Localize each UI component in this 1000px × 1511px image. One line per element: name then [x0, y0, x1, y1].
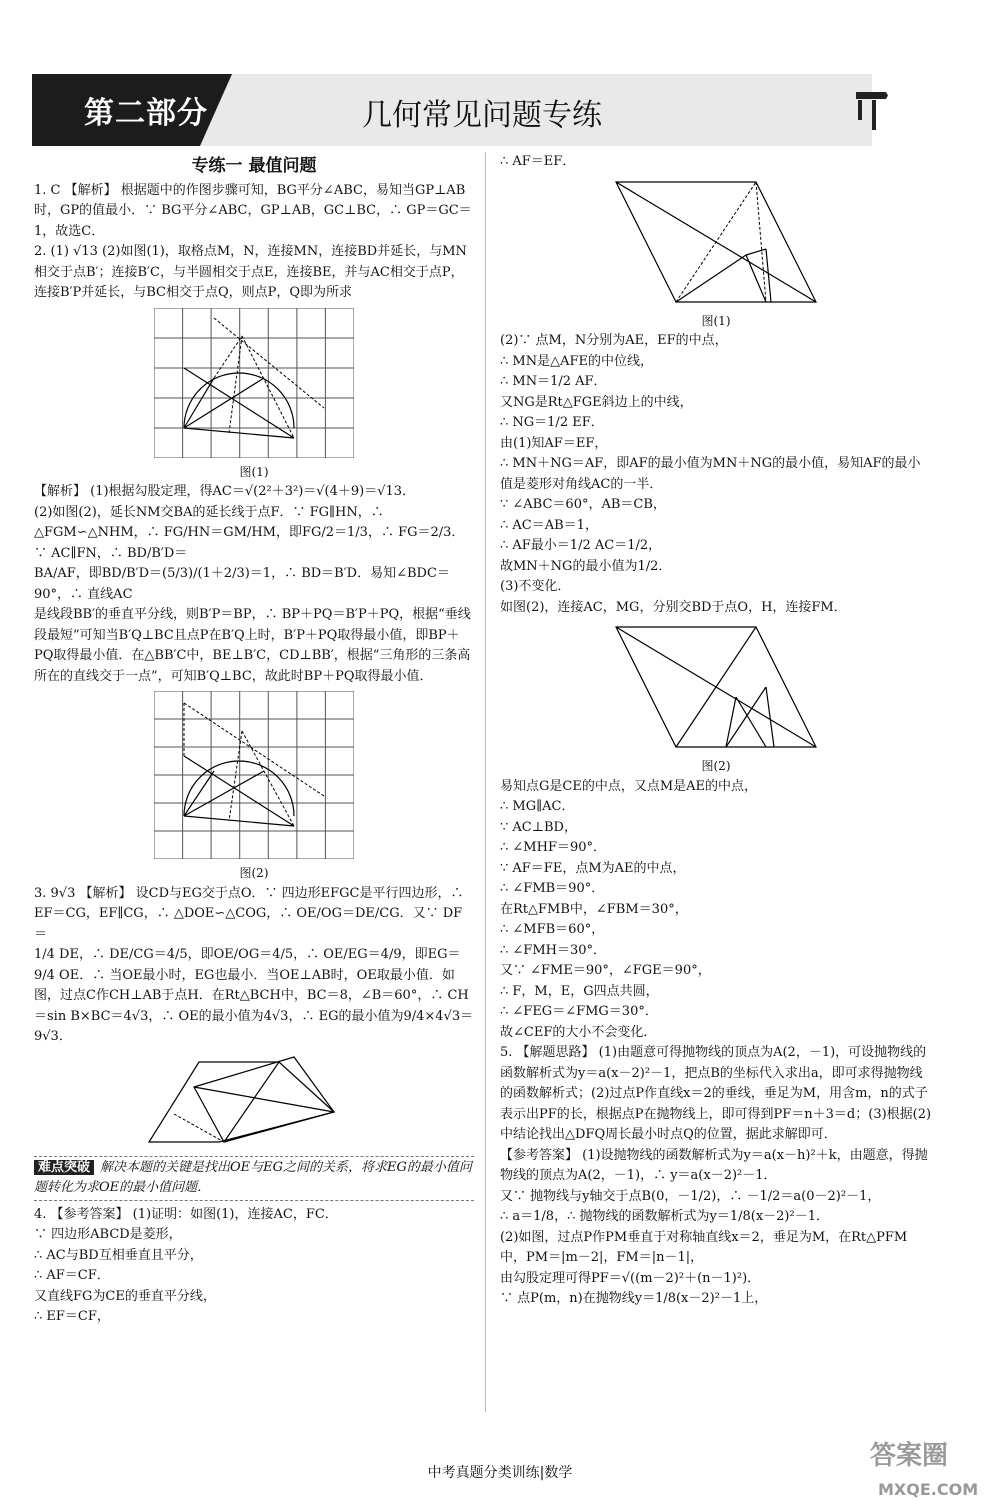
- difficulty-hint: [34, 1156, 474, 1201]
- part-3-line: ∴ F，M，E，G四点共圆，: [500, 983, 659, 999]
- question-4: 4. 【参考答案】 (1)证明：如图(1)，连接AC，FC．: [34, 1206, 338, 1222]
- page-footer: 中考真题分类训练|数学: [427, 1465, 573, 1481]
- question-2: 2. (1) √13 (2)如图(1)，取格点M，N，连接MN，连接BD并延长，与MN相交于点B′；连接B′C，与半圆相交于点E，连接BE，并与AC相交于点P，连接B′P并延长，与BC相交于点Q，则点P，Q即为所求: [34, 244, 467, 300]
- figure-2-caption: 图(2): [701, 759, 731, 773]
- part-2-line: (2)∵ 点M，N分别为AE，EF的中点，: [500, 333, 728, 348]
- rhombus-figure-2: [606, 622, 826, 752]
- part-3-line: 在Rt△FMB中，∠FBM＝30°，: [500, 901, 688, 917]
- analysis-part-2: (2)如图(2)，延长NM交BA的延长线于点F．∵ FG∥HN，∴ △FGM∽△NHM，∴ FG/HN＝GM/HM，即FG/2＝1/3，∴ FG＝2/3．∵ AC∥FN，∴ BD/B′D＝: [34, 504, 465, 561]
- hint-text: 解决本题的关键是找出OE与EG之间的关系，将求EG的最小值问题转化为求OE的最小值问题．: [34, 1159, 472, 1195]
- question-5-line: 又∵ 抛物线与y轴交于点B(0，－1/2)，∴ －1/2＝a(0－2)²－1，: [500, 1188, 881, 1204]
- part-3-line: 易知点G是CE的中点，又点M是AE的中点，: [500, 778, 758, 794]
- part-2-line: ∴ AF最小＝1/2 AC＝1/2，: [500, 538, 662, 553]
- analysis-part-3: BA/AF，即BD/B′D＝(5/3)/(1＋2/3)＝1，∴ BD＝B′D．易知∠BDC＝90°，∴ 直线AC: [34, 566, 450, 602]
- part-2-line: ∴ MN＝1/2 AF．: [500, 374, 607, 389]
- watermark-url: MXQE.COM: [878, 1480, 979, 1499]
- watermark-logo: 答案圈: [870, 1441, 949, 1471]
- analysis-part-4: 是线段BB′的垂直平分线，则B′P＝BP，∴ BP＋PQ＝B′P＋PQ，根据“垂线段最短”可知当B′Q⊥BC且点P在B′Q上时，B′P＋PQ取得最小值，即BP＋PQ取得最小值．在△BB′C中，BE⊥B′C，CD⊥BB′，根据“三角形的三条高所在的直线交于一点”，可知B′Q⊥BC，故此时BP＋PQ取得最小值．: [34, 607, 471, 684]
- page-title: 几何常见问题专练: [362, 98, 602, 133]
- question-4-line: ∴ AC与BD互相垂直且平分，: [34, 1247, 203, 1263]
- right-column: [500, 152, 932, 1310]
- question-4-line: ∴ AF＝CF．: [34, 1268, 110, 1283]
- part-3-line: ∴ ∠MFB＝60°，: [500, 922, 605, 937]
- question-4-line: 又直线FG为CE的垂直平分线，: [34, 1288, 216, 1304]
- grid-figure-2: [154, 691, 354, 859]
- part-2-line: ∴ AC＝AB＝1，: [500, 517, 598, 533]
- part-2-line: ∵ ∠ABC＝60°，AB＝CB，: [500, 497, 666, 512]
- part-3-line: ∴ ∠FMH＝30°．: [500, 942, 607, 958]
- section-label: 第二部分: [84, 96, 208, 131]
- figure-1-caption: 图(1): [239, 464, 269, 479]
- left-column: [34, 152, 474, 1328]
- question-4-line: ∵ 四边形ABCD是菱形，: [34, 1227, 182, 1242]
- question-5-answer: 【参考答案】 (1)设抛物线的函数解析式为y＝a(x－h)²＋k，由题意，得抛物线的顶点为A(2，－1)，∴ y＝a(x－2)²－1．: [500, 1147, 928, 1183]
- question-3-part-2: 1/4 DE，∴ DE/CG＝4/5，即OE/OG＝4/5，∴ OE/EG＝4/9，即EG＝9/4 OE．∴ 当OE最小时，EG也最小．当OE⊥AB时，OE取最小值．如图，过点C作CH⊥AB于点H．在Rt△BCH中，BC＝8，∠B＝60°，∴ CH＝sin B×BC＝4√3，∴ OE的最小值为4√3，∴ EG的最小值为9/4×4√3＝9√3．: [34, 947, 474, 1044]
- part-3-line: ∴ ∠FEG＝∠FMG＝30°．: [500, 1004, 658, 1019]
- grid-figure-1: [154, 308, 354, 458]
- part-3-line: ∵ AF＝FE，点M为AE的中点，: [500, 860, 686, 876]
- part-2-line: 由(1)知AF＝EF，: [500, 435, 608, 451]
- part-3-line: ∴ ∠MHF＝90°．: [500, 840, 607, 855]
- question-5-line: 由勾股定理可得PF＝√((m－2)²＋(n－1)²)．: [500, 1270, 761, 1286]
- question-4-line: ∴ EF＝CF，: [34, 1309, 110, 1324]
- question-5-line: ∵ 点P(m，n)在抛物线y＝1/8(x－2)²－1上，: [500, 1291, 768, 1306]
- analysis-part-1: 【解析】 (1)根据勾股定理，得AC＝√(2²＋3²)＝√(4＋9)＝√13．: [34, 484, 416, 499]
- question-5-line: (2)如图，过点P作PM垂直于对称轴直线x＝2，垂足为M，在Rt△PFM中，PM＝|m－2|，FM＝|n－1|，: [500, 1229, 908, 1265]
- question-1: 1. C 【解析】 根据题中的作图步骤可知，BG平分∠ABC，易知当GP⊥AB时，GP的值最小．∵ BG平分∠ABC，GP⊥AB，GC⊥BC，∴ GP＝GC＝1，故选C．: [34, 182, 472, 239]
- parallelogram-figure: [144, 1052, 364, 1152]
- part-3-line: ∴ MG∥AC．: [500, 799, 575, 814]
- figure-2-caption: 图(2): [239, 866, 269, 880]
- question-5-approach: 5. 【解题思路】 (1)由题意可得抛物线的顶点为A(2，－1)，可设抛物线的函数解析式为y＝a(x－2)²－1，把点B的坐标代入求出a，即可求得抛物线的函数解析式；(2)过点P作直线x＝2的垂线，垂足为M，用含m，n的式子表示出PF的长，根据点P在抛物线上，即可得到PF＝n＋3＝d；(3)根据(2)中结论找出△DFQ周长最小时点Q的位置，据此求解即可．: [500, 1045, 932, 1142]
- part-3-line: ∴ ∠FMB＝90°．: [500, 881, 605, 896]
- part-2-line: (3)不变化．: [500, 579, 571, 594]
- part-2-line: ∴ MN＋NG＝AF，即AF的最小值为MN＋NG的最小值，易知AF的最小值是菱形对角线AC的一半．: [500, 456, 921, 492]
- question-5-line: ∴ a＝1/8，∴ 抛物线的函数解析式为y＝1/8(x－2)²－1．: [500, 1209, 829, 1224]
- pen-icon: [852, 86, 888, 134]
- part-2-line: 如图(2)，连接AC，MG，分别交BD于点O，H，连接FM．: [500, 599, 847, 615]
- continued-line: ∴ AF＝EF．: [500, 154, 576, 169]
- question-3-part-1: 3. 9√3 【解析】 设CD与EG交于点O．∵ 四边形EFGC是平行四边形，∴ EF＝CG，EF∥CG，∴ △DOE∽△COG，∴ OE/OG＝DE/CG．又∵ DF＝: [34, 885, 464, 942]
- column-divider: [485, 152, 486, 1412]
- hint-tag: 难点突破: [34, 1160, 94, 1175]
- rhombus-figure-1: [606, 177, 826, 307]
- exercise-heading: 专练一 最值问题: [191, 156, 317, 176]
- part-2-line: 故MN＋NG的最小值为1/2．: [500, 558, 672, 574]
- figure-1-caption: 图(1): [701, 313, 731, 328]
- part-3-line: ∵ AC⊥BD，: [500, 819, 577, 835]
- part-2-line: ∴ MN是△AFE的中位线，: [500, 353, 653, 369]
- section-banner: [32, 74, 872, 146]
- part-2-line: ∴ NG＝1/2 EF．: [500, 415, 604, 430]
- part-3-line: 又∵ ∠FME＝90°，∠FGE＝90°，: [500, 963, 711, 978]
- part-3-line: 故∠CEF的大小不会变化．: [500, 1024, 657, 1040]
- part-2-line: 又NG是Rt△FGE斜边上的中线，: [500, 394, 693, 410]
